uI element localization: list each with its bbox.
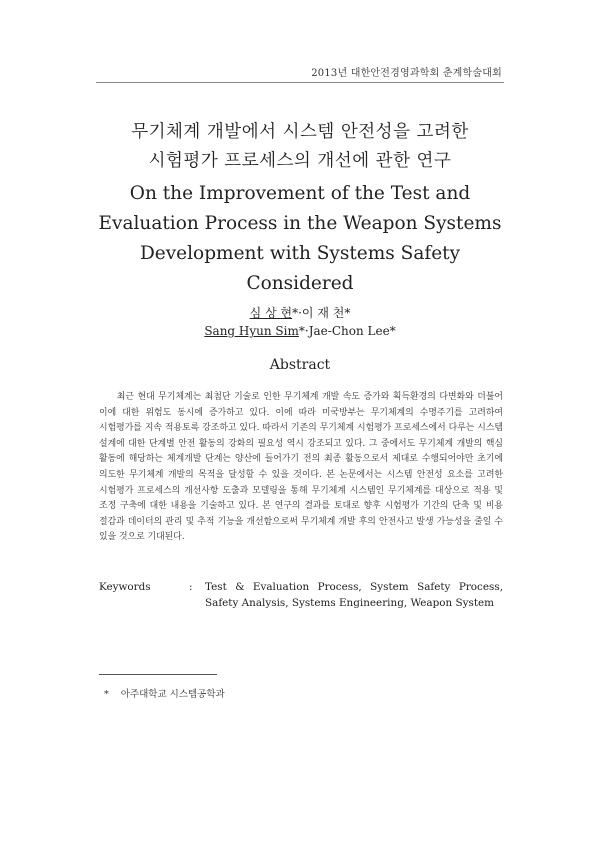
english-title-line-3: Development with Systems Safety	[139, 243, 461, 264]
header-rule	[96, 82, 504, 83]
title-block	[60, 118, 540, 299]
footnote-rule	[99, 674, 217, 675]
author-1-english: Sang Hyun Sim	[204, 324, 299, 338]
english-title-line-4: Considered	[246, 273, 354, 294]
abstract-heading: Abstract	[269, 357, 331, 373]
footnote-text: 아주대학교 시스템공학과	[120, 689, 225, 700]
keywords-separator: :	[189, 581, 193, 593]
footnote-marker: *	[104, 689, 109, 700]
authors-english	[0, 324, 600, 338]
authors-korean	[0, 304, 600, 321]
author-2-korean: 이 재 천	[301, 306, 345, 320]
footnote	[104, 686, 225, 700]
author-separator-korean: *·	[292, 306, 302, 320]
affiliation-mark-korean: *	[344, 306, 351, 320]
author-1-korean: 심 상 현	[249, 306, 293, 320]
affiliation-mark-english: *	[389, 324, 396, 338]
keywords-text: Test & Evaluation Process, System Safety Process, Safety Analysis, Systems Engineering, Weapon System	[205, 581, 503, 609]
author-separator-english: *·	[298, 324, 309, 338]
author-2-english: Jae-Chon Lee	[308, 324, 390, 338]
running-header: 2013년 대한안전경영과학회 춘계학술대회	[311, 68, 502, 79]
keywords	[99, 579, 503, 611]
keywords-label: Keywords	[99, 581, 151, 593]
english-title-line-2: Evaluation Process in the Weapon Systems	[98, 213, 502, 234]
korean-title-line-1: 무기체계 개발에서 시스템 안전성을 고려한	[131, 122, 469, 142]
korean-title-line-2: 시험평가 프로세스의 개선에 관한 연구	[148, 151, 452, 171]
english-title-line-1: On the Improvement of the Test and	[129, 183, 471, 204]
abstract-body: 최근 현대 무기체계는 최첨단 기술로 인한 무기체계 개발 속도 증가와 획득환경의 다변화와 더불어 이에 대한 위험도 동시에 증가하고 있다. 이에 따라 미국방부는 무기체계의 수명주기를 고려하여 시험평가를 지속 적용토록 강조하고 있다. 따라서 기존의 무기체계 시험평가 프로세스에서 다루는 시스템 설계에 대한 단계별 안전 활동의 강화의 필요성 역시 강조되고 있다. 그 중에서도 무기체계 개발의 핵심 활동에 해당하는 체계개발 단계는 양산에 들어가기 전의 최종 활동으로서 제대로 수행되어야만 초기에 의도한 무기체계 개발의 목적을 달성할 수 있을 것이다. 본 논문에서는 시스템 안전성 요소를 고려한 시험평가 프로세스의 개선사항 도출과 모델링을 통해 무기체계 시스템인 무기체계를 대상으로 적용 및 조정 구축에 대한 내용을 기술하고 있다. 본 연구의 결과를 토대로 향후 시험평가 기간의 단축 및 비용 절감과 데이터의 관리 및 추적 기능을 개선함으로써 무기체계 개발 후의 안전사고 발생 가능성을 줄일 수 있을 것으로 기대된다.	[99, 392, 503, 543]
